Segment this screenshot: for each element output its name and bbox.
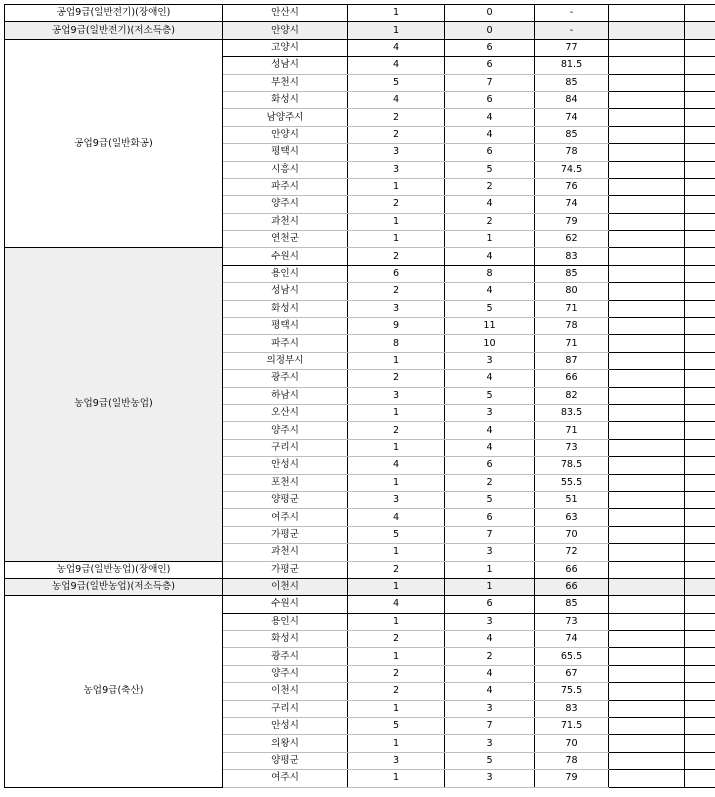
empty-cell xyxy=(685,248,715,265)
count-a-cell: 3 xyxy=(348,144,445,161)
score-cell: 70 xyxy=(535,735,609,752)
table-row xyxy=(5,561,715,578)
city-cell: 수원시 xyxy=(223,596,348,613)
count-b-cell: 3 xyxy=(445,613,535,630)
count-b-cell: 3 xyxy=(445,770,535,787)
empty-cell xyxy=(685,700,715,717)
empty-cell xyxy=(685,265,715,282)
count-a-cell: 4 xyxy=(348,509,445,526)
count-b-cell: 2 xyxy=(445,474,535,491)
city-cell: 파주시 xyxy=(223,335,348,352)
count-a-cell: 1 xyxy=(348,213,445,230)
score-cell: 77 xyxy=(535,39,609,56)
empty-cell xyxy=(609,318,685,335)
count-a-cell: 1 xyxy=(348,439,445,456)
empty-cell xyxy=(609,39,685,56)
empty-cell xyxy=(609,735,685,752)
empty-cell xyxy=(609,404,685,421)
count-a-cell: 5 xyxy=(348,718,445,735)
empty-cell xyxy=(685,300,715,317)
empty-cell xyxy=(609,91,685,108)
table-row xyxy=(5,578,715,595)
table-row xyxy=(5,39,715,56)
empty-cell xyxy=(685,196,715,213)
count-b-cell: 6 xyxy=(445,91,535,108)
count-b-cell: 1 xyxy=(445,561,535,578)
score-cell: 73 xyxy=(535,613,609,630)
score-cell: 74 xyxy=(535,196,609,213)
count-b-cell: 4 xyxy=(445,422,535,439)
city-cell: 평택시 xyxy=(223,318,348,335)
count-b-cell: 3 xyxy=(445,352,535,369)
empty-cell xyxy=(685,178,715,195)
count-a-cell: 4 xyxy=(348,39,445,56)
category-cell: 공업9급(일반전기)(장애인) xyxy=(5,5,223,22)
empty-cell xyxy=(609,335,685,352)
count-b-cell: 7 xyxy=(445,74,535,91)
city-cell: 오산시 xyxy=(223,404,348,421)
empty-cell xyxy=(609,613,685,630)
count-a-cell: 1 xyxy=(348,735,445,752)
empty-cell xyxy=(685,126,715,143)
count-b-cell: 4 xyxy=(445,665,535,682)
empty-cell xyxy=(609,700,685,717)
city-cell: 안양시 xyxy=(223,126,348,143)
category-cell: 농업9급(일반농업) xyxy=(5,248,223,561)
count-a-cell: 4 xyxy=(348,457,445,474)
count-b-cell: 10 xyxy=(445,335,535,352)
score-cell: 80 xyxy=(535,283,609,300)
empty-cell xyxy=(685,387,715,404)
empty-cell xyxy=(609,509,685,526)
city-cell: 하남시 xyxy=(223,387,348,404)
empty-cell xyxy=(685,404,715,421)
empty-cell xyxy=(685,5,715,22)
city-cell: 안성시 xyxy=(223,718,348,735)
count-b-cell: 3 xyxy=(445,404,535,421)
city-cell: 안양시 xyxy=(223,22,348,39)
score-cell: 71 xyxy=(535,300,609,317)
category-cell: 공업9급(일반전기)(저소득층) xyxy=(5,22,223,39)
score-cell: 66 xyxy=(535,561,609,578)
empty-cell xyxy=(685,665,715,682)
count-a-cell: 1 xyxy=(348,770,445,787)
category-cell: 농업9급(일반농업)(저소득층) xyxy=(5,578,223,595)
count-b-cell: 4 xyxy=(445,370,535,387)
count-a-cell: 2 xyxy=(348,683,445,700)
empty-cell xyxy=(609,283,685,300)
count-b-cell: 11 xyxy=(445,318,535,335)
score-cell: 74.5 xyxy=(535,161,609,178)
table-row xyxy=(5,22,715,39)
score-cell: 82 xyxy=(535,387,609,404)
count-b-cell: 6 xyxy=(445,596,535,613)
count-a-cell: 2 xyxy=(348,631,445,648)
empty-cell xyxy=(685,161,715,178)
empty-cell xyxy=(609,231,685,248)
score-cell: 70 xyxy=(535,526,609,543)
city-cell: 용인시 xyxy=(223,265,348,282)
count-a-cell: 1 xyxy=(348,352,445,369)
empty-cell xyxy=(609,491,685,508)
empty-cell xyxy=(609,370,685,387)
count-b-cell: 6 xyxy=(445,39,535,56)
empty-cell xyxy=(685,596,715,613)
empty-cell xyxy=(609,457,685,474)
empty-cell xyxy=(685,22,715,39)
empty-cell xyxy=(685,491,715,508)
count-a-cell: 3 xyxy=(348,491,445,508)
count-b-cell: 5 xyxy=(445,161,535,178)
score-cell: 83 xyxy=(535,700,609,717)
score-cell: 63 xyxy=(535,509,609,526)
count-a-cell: 2 xyxy=(348,370,445,387)
count-a-cell: 2 xyxy=(348,196,445,213)
city-cell: 화성시 xyxy=(223,300,348,317)
city-cell: 이천시 xyxy=(223,683,348,700)
empty-cell xyxy=(609,352,685,369)
empty-cell xyxy=(609,74,685,91)
empty-cell xyxy=(685,561,715,578)
empty-cell xyxy=(609,526,685,543)
score-cell: 76 xyxy=(535,178,609,195)
empty-cell xyxy=(609,718,685,735)
empty-cell xyxy=(685,526,715,543)
count-a-cell: 2 xyxy=(348,283,445,300)
score-cell: 78 xyxy=(535,752,609,769)
empty-cell xyxy=(609,665,685,682)
count-a-cell: 1 xyxy=(348,404,445,421)
count-a-cell: 8 xyxy=(348,335,445,352)
score-cell: 51 xyxy=(535,491,609,508)
empty-cell xyxy=(685,370,715,387)
count-a-cell: 1 xyxy=(348,5,445,22)
empty-cell xyxy=(685,109,715,126)
empty-cell xyxy=(685,335,715,352)
score-cell: 78 xyxy=(535,144,609,161)
table-row xyxy=(5,596,715,613)
empty-cell xyxy=(609,57,685,74)
score-cell: 79 xyxy=(535,213,609,230)
score-cell: 85 xyxy=(535,265,609,282)
empty-cell xyxy=(609,213,685,230)
count-b-cell: 4 xyxy=(445,283,535,300)
score-cell: 75.5 xyxy=(535,683,609,700)
count-a-cell: 2 xyxy=(348,126,445,143)
count-a-cell: 2 xyxy=(348,561,445,578)
category-cell: 농업9급(일반농업)(장애인) xyxy=(5,561,223,578)
city-cell: 과천시 xyxy=(223,213,348,230)
score-cell: 79 xyxy=(535,770,609,787)
count-b-cell: 4 xyxy=(445,126,535,143)
score-cell: 71 xyxy=(535,422,609,439)
count-a-cell: 3 xyxy=(348,300,445,317)
count-b-cell: 2 xyxy=(445,178,535,195)
city-cell: 시흥시 xyxy=(223,161,348,178)
score-cell: 78.5 xyxy=(535,457,609,474)
city-cell: 가평군 xyxy=(223,526,348,543)
city-cell: 구리시 xyxy=(223,700,348,717)
count-a-cell: 2 xyxy=(348,422,445,439)
empty-cell xyxy=(685,283,715,300)
count-b-cell: 5 xyxy=(445,300,535,317)
count-b-cell: 4 xyxy=(445,248,535,265)
score-cell: 71.5 xyxy=(535,718,609,735)
empty-cell xyxy=(609,161,685,178)
score-cell: 67 xyxy=(535,665,609,682)
count-b-cell: 0 xyxy=(445,22,535,39)
count-a-cell: 3 xyxy=(348,752,445,769)
empty-cell xyxy=(609,265,685,282)
empty-cell xyxy=(609,248,685,265)
city-cell: 파주시 xyxy=(223,178,348,195)
score-cell: 87 xyxy=(535,352,609,369)
city-cell: 평택시 xyxy=(223,144,348,161)
count-b-cell: 4 xyxy=(445,439,535,456)
count-b-cell: 3 xyxy=(445,544,535,561)
empty-cell xyxy=(685,648,715,665)
count-a-cell: 4 xyxy=(348,57,445,74)
count-b-cell: 6 xyxy=(445,57,535,74)
city-cell: 용인시 xyxy=(223,613,348,630)
count-a-cell: 1 xyxy=(348,613,445,630)
city-cell: 이천시 xyxy=(223,578,348,595)
empty-cell xyxy=(609,22,685,39)
empty-cell xyxy=(685,231,715,248)
empty-cell xyxy=(609,648,685,665)
city-cell: 양주시 xyxy=(223,422,348,439)
score-cell: 84 xyxy=(535,91,609,108)
empty-cell xyxy=(685,457,715,474)
empty-cell xyxy=(609,596,685,613)
empty-cell xyxy=(609,422,685,439)
city-cell: 남양주시 xyxy=(223,109,348,126)
empty-cell xyxy=(609,752,685,769)
city-cell: 가평군 xyxy=(223,561,348,578)
empty-cell xyxy=(685,544,715,561)
empty-cell xyxy=(609,126,685,143)
score-cell: 71 xyxy=(535,335,609,352)
empty-cell xyxy=(685,718,715,735)
count-a-cell: 2 xyxy=(348,665,445,682)
table-row xyxy=(5,248,715,265)
city-cell: 광주시 xyxy=(223,370,348,387)
count-a-cell: 1 xyxy=(348,178,445,195)
score-cell: 66 xyxy=(535,370,609,387)
score-cell: 65.5 xyxy=(535,648,609,665)
count-b-cell: 7 xyxy=(445,526,535,543)
table-body xyxy=(5,5,715,788)
empty-cell xyxy=(685,613,715,630)
score-cell: - xyxy=(535,22,609,39)
score-cell: - xyxy=(535,5,609,22)
empty-cell xyxy=(685,91,715,108)
score-cell: 55.5 xyxy=(535,474,609,491)
empty-cell xyxy=(609,683,685,700)
city-cell: 광주시 xyxy=(223,648,348,665)
count-a-cell: 3 xyxy=(348,387,445,404)
city-cell: 양평군 xyxy=(223,491,348,508)
empty-cell xyxy=(685,352,715,369)
count-b-cell: 1 xyxy=(445,231,535,248)
count-b-cell: 7 xyxy=(445,718,535,735)
city-cell: 부천시 xyxy=(223,74,348,91)
empty-cell xyxy=(609,196,685,213)
score-cell: 83.5 xyxy=(535,404,609,421)
count-a-cell: 2 xyxy=(348,109,445,126)
score-cell: 72 xyxy=(535,544,609,561)
score-cell: 74 xyxy=(535,109,609,126)
city-cell: 고양시 xyxy=(223,39,348,56)
count-a-cell: 9 xyxy=(348,318,445,335)
city-cell: 여주시 xyxy=(223,770,348,787)
count-b-cell: 4 xyxy=(445,109,535,126)
count-a-cell: 4 xyxy=(348,596,445,613)
count-b-cell: 6 xyxy=(445,144,535,161)
empty-cell xyxy=(685,439,715,456)
count-a-cell: 4 xyxy=(348,91,445,108)
count-b-cell: 8 xyxy=(445,265,535,282)
empty-cell xyxy=(609,770,685,787)
city-cell: 화성시 xyxy=(223,91,348,108)
empty-cell xyxy=(609,439,685,456)
city-cell: 양주시 xyxy=(223,196,348,213)
count-b-cell: 4 xyxy=(445,683,535,700)
empty-cell xyxy=(609,544,685,561)
empty-cell xyxy=(685,213,715,230)
count-b-cell: 1 xyxy=(445,578,535,595)
city-cell: 과천시 xyxy=(223,544,348,561)
empty-cell xyxy=(685,57,715,74)
empty-cell xyxy=(609,631,685,648)
score-cell: 85 xyxy=(535,74,609,91)
score-cell: 78 xyxy=(535,318,609,335)
empty-cell xyxy=(685,144,715,161)
empty-cell xyxy=(685,474,715,491)
empty-cell xyxy=(685,509,715,526)
score-cell: 85 xyxy=(535,596,609,613)
empty-cell xyxy=(685,39,715,56)
city-cell: 양평군 xyxy=(223,752,348,769)
empty-cell xyxy=(609,578,685,595)
empty-cell xyxy=(685,74,715,91)
empty-cell xyxy=(685,422,715,439)
city-cell: 여주시 xyxy=(223,509,348,526)
count-b-cell: 3 xyxy=(445,700,535,717)
empty-cell xyxy=(685,631,715,648)
category-cell: 공업9급(일반화공) xyxy=(5,39,223,248)
count-a-cell: 1 xyxy=(348,544,445,561)
count-a-cell: 1 xyxy=(348,578,445,595)
empty-cell xyxy=(609,5,685,22)
count-a-cell: 1 xyxy=(348,648,445,665)
city-cell: 구리시 xyxy=(223,439,348,456)
city-cell: 안산시 xyxy=(223,5,348,22)
count-b-cell: 2 xyxy=(445,213,535,230)
city-cell: 양주시 xyxy=(223,665,348,682)
count-b-cell: 5 xyxy=(445,491,535,508)
count-b-cell: 6 xyxy=(445,509,535,526)
city-cell: 수원시 xyxy=(223,248,348,265)
recruitment-table xyxy=(4,4,715,788)
count-a-cell: 5 xyxy=(348,526,445,543)
count-b-cell: 5 xyxy=(445,752,535,769)
count-a-cell: 1 xyxy=(348,231,445,248)
count-a-cell: 1 xyxy=(348,474,445,491)
city-cell: 연천군 xyxy=(223,231,348,248)
score-cell: 66 xyxy=(535,578,609,595)
empty-cell xyxy=(685,770,715,787)
empty-cell xyxy=(609,561,685,578)
empty-cell xyxy=(609,474,685,491)
city-cell: 화성시 xyxy=(223,631,348,648)
count-a-cell: 3 xyxy=(348,161,445,178)
count-b-cell: 0 xyxy=(445,5,535,22)
empty-cell xyxy=(609,387,685,404)
score-cell: 62 xyxy=(535,231,609,248)
city-cell: 의정부시 xyxy=(223,352,348,369)
empty-cell xyxy=(609,300,685,317)
table-row xyxy=(5,5,715,22)
city-cell: 안성시 xyxy=(223,457,348,474)
city-cell: 성남시 xyxy=(223,57,348,74)
empty-cell xyxy=(685,752,715,769)
empty-cell xyxy=(685,318,715,335)
count-a-cell: 1 xyxy=(348,700,445,717)
count-b-cell: 4 xyxy=(445,196,535,213)
category-cell: 농업9급(축산) xyxy=(5,596,223,787)
empty-cell xyxy=(609,109,685,126)
empty-cell xyxy=(685,683,715,700)
count-b-cell: 2 xyxy=(445,648,535,665)
score-cell: 85 xyxy=(535,126,609,143)
city-cell: 성남시 xyxy=(223,283,348,300)
count-b-cell: 4 xyxy=(445,631,535,648)
city-cell: 의왕시 xyxy=(223,735,348,752)
count-a-cell: 2 xyxy=(348,248,445,265)
score-cell: 81.5 xyxy=(535,57,609,74)
empty-cell xyxy=(609,144,685,161)
score-cell: 73 xyxy=(535,439,609,456)
count-b-cell: 3 xyxy=(445,735,535,752)
score-cell: 74 xyxy=(535,631,609,648)
city-cell: 포천시 xyxy=(223,474,348,491)
score-cell: 83 xyxy=(535,248,609,265)
count-a-cell: 1 xyxy=(348,22,445,39)
empty-cell xyxy=(685,578,715,595)
empty-cell xyxy=(609,178,685,195)
count-a-cell: 5 xyxy=(348,74,445,91)
count-b-cell: 5 xyxy=(445,387,535,404)
count-a-cell: 6 xyxy=(348,265,445,282)
empty-cell xyxy=(685,735,715,752)
count-b-cell: 6 xyxy=(445,457,535,474)
